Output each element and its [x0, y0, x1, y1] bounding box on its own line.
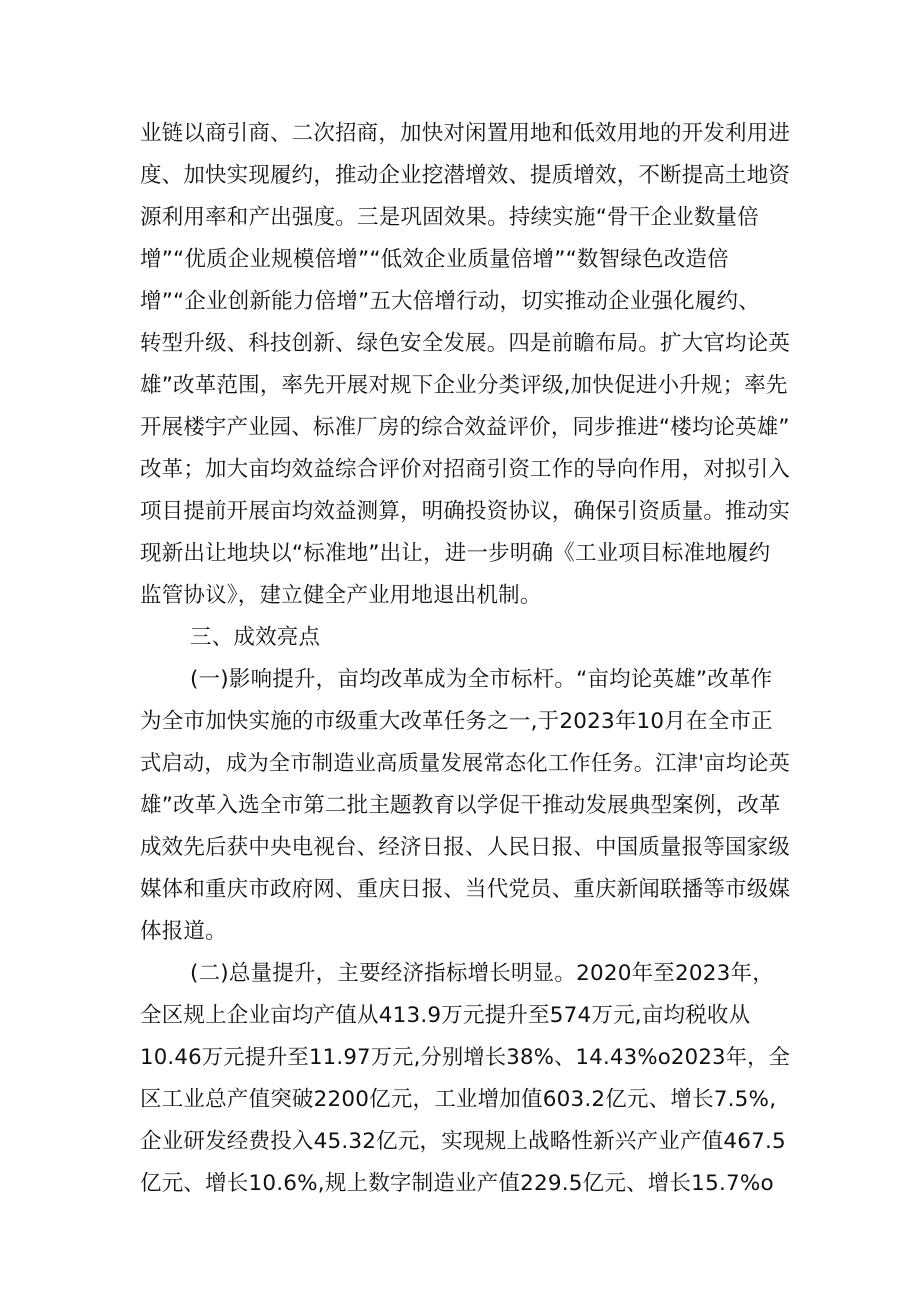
paragraph-1-line-8: 开展楼宇产业园、标准厂房的综合效益评价，同步推进“楼均论英雄” — [140, 415, 790, 440]
paragraph-2-line-3: 式启动，成为全市制造业高质量发展常态化工作任务。江津'亩均论英 — [140, 751, 791, 776]
paragraph-1-line-2: 度、加快实现履约，推动企业挖潜增效、提质增效，不断提高土地资 — [140, 163, 791, 188]
paragraph-2-line-2: 为全市加快实施的市级重大改革任务之一,于2023年10月在全市正 — [140, 709, 773, 734]
paragraph-1-line-12: 监管协议》，建立健全产业用地退出机制。 — [140, 583, 542, 608]
paragraph-1-line-3: 源利用率和产出强度。三是巩固效果。持续实施“骨干企业数量倍 — [140, 205, 759, 230]
paragraph-3-line-1: (二)总量提升，主要经济指标增长明显。2020年至2023年， — [190, 961, 774, 986]
paragraph-3-line-4: 区工业总产值突破2200亿元，工业增加值603.2亿元、增长7.5%, — [140, 1087, 777, 1112]
paragraph-1-line-11: 现新出让地块以“标准地”出让，进一步明确《工业项目标准地履约 — [140, 541, 771, 566]
paragraph-3-line-3: 10.46万元提升至11.97万元,分别增长38%、14.43%o2023年，全 — [140, 1045, 791, 1070]
paragraph-1-line-7: 雄”改革范围，率先开展对规下企业分类评级,加快促进小升规；率先 — [140, 373, 788, 398]
paragraph-2-line-6: 媒体和重庆市政府网、重庆日报、当代党员、重庆新闻联播等市级媒 — [140, 877, 791, 902]
paragraph-1-line-5: 增”“企业创新能力倍增”五大倍增行动，切实推动企业强化履约、 — [140, 289, 760, 314]
paragraph-1-line-6: 转型升级、科技创新、绿色安全发展。四是前瞻布局。扩大官均论英 — [140, 331, 791, 356]
paragraph-3-line-5: 企业研发经费投入45.32亿元，实现规上战略性新兴产业产值467.5 — [140, 1129, 786, 1154]
paragraph-3-line-6: 亿元、增长10.6%,规上数字制造业产值229.5亿元、增长15.7%o — [140, 1171, 774, 1196]
paragraph-2-line-4: 雄”改革入选全市第二批主题教育以学促干推动发展典型案例，改革 — [140, 793, 781, 818]
paragraph-1-line-4: 增”“优质企业规模倍增”“低效企业质量倍增”“数智绿色改造倍 — [140, 247, 729, 272]
paragraph-1-line-9: 改革；加大亩均效益综合评价对招商引资工作的导向作用，对拟引入 — [140, 457, 791, 482]
paragraph-2-line-7: 体报道。 — [140, 919, 227, 944]
paragraph-1-line-10: 项目提前开展亩均效益测算，明确投资协议，确保引资质量。推动实 — [140, 499, 791, 524]
paragraph-2-line-5: 成效先后获中央电视台、经济日报、人民日报、中国质量报等国家级 — [140, 835, 791, 860]
paragraph-1-line-1: 业链以商引商、二次招商，加快对闲置用地和低效用地的开发利用进 — [140, 121, 791, 146]
paragraph-3-line-2: 全区规上企业亩均产值从413.9万元提升至574万元,亩均税收从 — [140, 1003, 751, 1028]
paragraph-2-line-1: (一)影响提升，亩均改革成为全市标杆。“亩均论英雄”改革作 — [190, 667, 773, 692]
section-heading: 三、成效亮点 — [190, 625, 321, 650]
